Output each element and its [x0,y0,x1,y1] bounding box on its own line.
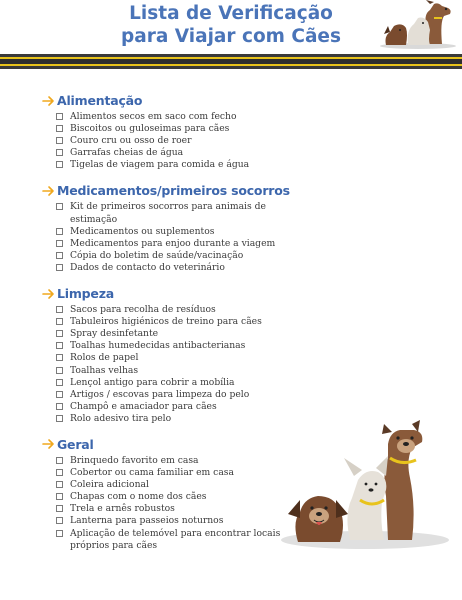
checkbox-icon[interactable] [56,354,63,361]
checklist-item [56,528,302,552]
checkbox-icon[interactable] [56,367,63,374]
checklist-item [56,159,302,171]
checklist-item-label: Rolo adesivo tira pelo [70,412,172,424]
checkbox-icon[interactable] [56,149,63,156]
checklist-item-label: Champô e amaciador para cães [70,400,217,412]
dogs-illustration [270,418,460,552]
checkbox-icon[interactable] [56,113,63,120]
arrow-right-icon [42,288,56,300]
section [42,92,302,171]
checkbox-icon[interactable] [56,125,63,132]
checklist-item-label: Brinquedo favorito em casa [70,454,199,466]
checklist-item-label: Kit de primeiros socorros para animais de estimação [70,201,266,225]
checklist-item [56,413,302,425]
checkbox-icon[interactable] [56,306,63,313]
section [42,182,302,274]
checklist-item-label: Cobertor ou cama familiar em casa [70,467,234,479]
checklist-item-label: Medicamentos para enjoo durante a viagem [70,237,276,249]
checkbox-icon[interactable] [56,240,63,247]
checklist-item-label: Lençol antigo para cobrir a mobília [70,376,235,388]
checklist-item-label: Trela e arnês robustos [70,503,175,515]
checkbox-icon[interactable] [56,457,63,464]
checklist-item [56,201,302,225]
checklist-item [56,503,302,515]
checklist-item [56,304,302,316]
checkbox-icon[interactable] [56,228,63,235]
section-title: Medicamentos/primeiros socorros [57,183,290,199]
checklist-item [56,352,302,364]
checklist-item [56,340,302,352]
checklist-item-label: Tabuleiros higiénicos de treino para cães [70,316,262,328]
section-title: Limpeza [57,286,115,302]
checklist-item [56,455,302,467]
checklist-item-label: Couro cru ou osso de roer [70,135,192,147]
section [42,285,302,425]
stripe-dark-bottom [0,66,462,69]
checklist-item-label: Sacos para recolha de resíduos [70,304,216,316]
checkbox-icon[interactable] [56,330,63,337]
section-header [42,182,302,199]
checklist-item [56,147,302,159]
checklist-item [56,479,302,491]
title-line-1: Lista de Verificação [129,3,333,24]
checkbox-icon[interactable] [56,252,63,259]
section-header [42,285,302,302]
checklist-items [42,111,302,171]
checklist-item [56,365,302,377]
checkbox-icon[interactable] [56,203,63,210]
section-header [42,92,302,109]
checklist-item-label: Toalhas humedecidas antibacterianas [70,340,246,352]
checklist-item [56,467,302,479]
checkbox-icon[interactable] [56,505,63,512]
checklist-item-label: Tigelas de viagem para comida e água [70,159,250,171]
checklist-item-label: Dados de contacto do veterinário [70,261,225,273]
checkbox-icon[interactable] [56,493,63,500]
checkbox-icon[interactable] [56,403,63,410]
checklist-item [56,135,302,147]
checklist-item [56,123,302,135]
checklist-item [56,377,302,389]
checkbox-icon[interactable] [56,481,63,488]
checkbox-icon[interactable] [56,391,63,398]
checklist-item [56,389,302,401]
checklist-item-label: Artigos / escovas para limpeza do pelo [70,388,250,400]
checklist-item-label: Rolos de papel [70,352,139,364]
checklist-item-label: Chapas com o nome dos cães [70,491,207,503]
checklist-item-label: Garrafas cheias de água [70,147,184,159]
checklist-item [56,250,302,262]
checklist-item-label: Lanterna para passeios noturnos [70,515,224,527]
checklist-items [42,455,302,552]
checklist-item [56,262,302,274]
checklist-item-label: Aplicação de telemóvel para encontrar locais próprios para cães [70,527,281,551]
section-title: Alimentação [57,93,143,108]
section [42,436,302,552]
checklist-item [56,316,302,328]
checklist-item-label: Medicamentos ou suplementos [70,225,215,237]
checklist-item-label: Coleira adicional [70,479,149,491]
checkbox-icon[interactable] [56,415,63,422]
section-title: Geral [57,436,94,452]
section-header [42,436,302,453]
header-stripes [0,54,462,70]
checklist-item [56,238,302,250]
checklist-item-label: Alimentos secos em saco com fecho [70,111,237,122]
checklist [42,92,302,563]
checklist-item [56,328,302,340]
checkbox-icon[interactable] [56,469,63,476]
checkbox-icon[interactable] [56,318,63,325]
checklist-item [56,491,302,503]
checkbox-icon[interactable] [56,137,63,144]
checklist-item-label: Biscoitos ou guloseimas para cães [70,123,230,135]
checklist-item [56,515,302,527]
checkbox-icon[interactable] [56,342,63,349]
checklist-items [42,201,302,274]
arrow-right-icon [42,185,56,197]
arrow-right-icon [42,438,56,450]
checkbox-icon[interactable] [56,530,63,537]
checklist-items [42,304,302,425]
checkbox-icon[interactable] [56,264,63,271]
checklist-item [56,111,302,123]
checklist-item-label: Toalhas velhas [70,364,139,376]
checklist-item [56,226,302,238]
checklist-item-label: Cópia do boletim de saúde/vacinação [70,249,244,261]
title-line-2: para Viajar com Cães [121,26,341,47]
arrow-right-icon [42,95,56,107]
checkbox-icon[interactable] [56,161,63,168]
header-dogs-illustration [374,0,462,50]
checkbox-icon[interactable] [56,517,63,524]
checklist-item-label: Spray desinfetante [70,328,159,340]
checklist-item [56,401,302,413]
checkbox-icon[interactable] [56,379,63,386]
